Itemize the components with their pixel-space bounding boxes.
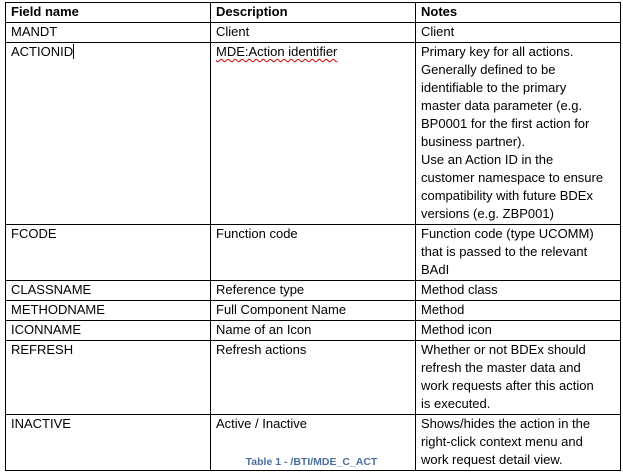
notes-cell[interactable] [416,321,621,341]
notes-line: Client [421,24,455,39]
table-row [6,341,621,415]
field-cell[interactable]: MANDT [6,23,211,43]
notes-line: Method [421,302,465,317]
field-text: ACTIONID [11,44,74,59]
description-cell[interactable]: Active / Inactive [211,415,416,471]
notes-line: work requests after this action [421,378,594,393]
description-cell[interactable]: Refresh actions [211,341,416,415]
notes-line: identifiable to the primary [421,80,567,95]
field-cell[interactable]: ICONNAME [6,321,211,341]
table-row [6,43,621,225]
notes-line: Whether or not BDEx should [421,342,586,357]
notes-line: master data parameter (e.g. [421,98,583,113]
field-cell[interactable]: INACTIVE [6,415,211,471]
notes-cell[interactable] [416,301,621,321]
notes-line: Method icon [421,322,492,337]
header-notes: Notes [416,3,621,23]
table-row [6,23,621,43]
notes-line: that is passed to the relevant [421,244,588,259]
description-cell[interactable] [211,43,416,225]
notes-line: BAdI [421,262,450,277]
notes-cell[interactable] [416,225,621,281]
description-cell[interactable]: Full Component Name [211,301,416,321]
notes-line: compatibility with future BDEx [421,188,593,203]
description-cell[interactable]: Client [211,23,416,43]
table-row [6,301,621,321]
notes-line: work request detail view. [421,452,563,467]
notes-line: Shows/hides the action in the [421,416,591,431]
table-row [6,321,621,341]
description-cell[interactable]: Reference type [211,281,416,301]
description-cell[interactable]: Function code [211,225,416,281]
notes-line: Generally defined to be [421,62,556,77]
field-cell[interactable]: CLASSNAME [6,281,211,301]
notes-line: Function code (type UCOMM) [421,226,594,241]
notes-line: Use an Action ID in the [421,152,554,167]
notes-line: BP0001 for the first action for [421,116,590,131]
field-cell[interactable]: METHODNAME [6,301,211,321]
field-cell[interactable]: REFRESH [6,341,211,415]
field-cell[interactable]: FCODE [6,225,211,281]
table-caption: Table 1 - /BTI/MDE_C_ACT [245,456,378,468]
notes-cell[interactable] [416,43,621,225]
header-description: Description [211,3,416,23]
text-cursor [73,44,74,59]
notes-line: versions (e.g. ZBP001) [421,206,554,221]
field-cell[interactable] [6,43,211,225]
notes-cell[interactable] [416,23,621,43]
notes-cell[interactable] [416,281,621,301]
notes-line: business partner). [421,134,526,149]
description-cell[interactable]: Name of an Icon [211,321,416,341]
notes-line: refresh the master data and [421,360,581,375]
notes-line: is executed. [421,396,491,411]
notes-line: Primary key for all actions. [421,44,574,59]
table-row [6,281,621,301]
notes-line: Method class [421,282,498,297]
field-table [5,2,621,471]
notes-cell[interactable] [416,341,621,415]
table-header-row [6,3,621,23]
spellcheck-text: MDE:Action identifier [216,44,338,59]
notes-line: customer namespace to ensure [421,170,604,185]
header-field-name: Field name [6,3,211,23]
table-row [6,225,621,281]
notes-line: right-click context menu and [421,434,583,449]
